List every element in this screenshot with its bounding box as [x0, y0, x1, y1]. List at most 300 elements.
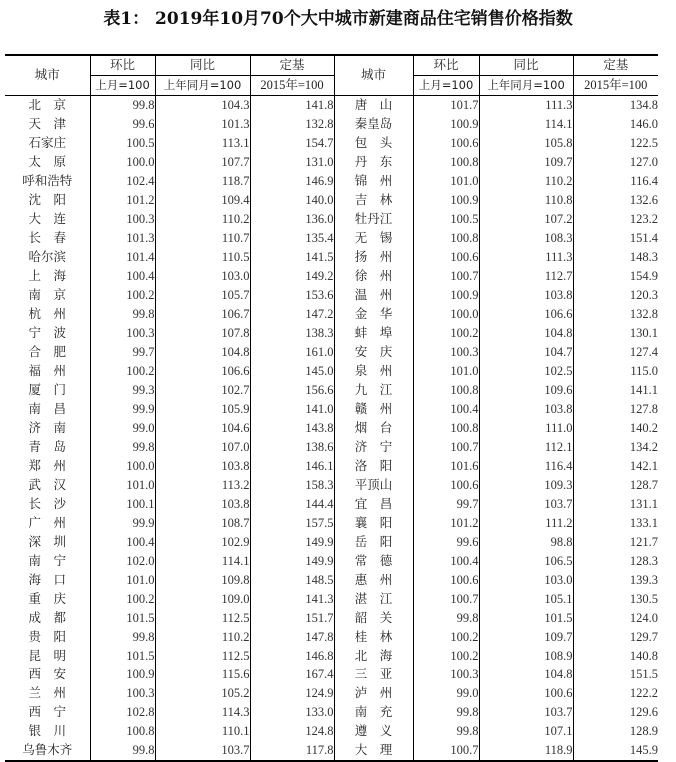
- mom-value-right: 99.0: [413, 684, 479, 703]
- fixed-value-right: 132.8: [573, 305, 658, 324]
- yoy-value-right: 110.8: [479, 191, 573, 210]
- fixed-value-right: 145.9: [573, 741, 658, 761]
- city-name-left: 南 宁: [28, 553, 66, 568]
- mom-value-left: 99.8: [90, 305, 155, 324]
- mom-value-right: 99.8: [413, 722, 479, 741]
- city-name-left: 杭 州: [28, 307, 66, 322]
- yoy-value-left: 113.1: [155, 134, 250, 153]
- yoy-value-right: 103.0: [479, 570, 573, 589]
- mom-value-left: 102.0: [90, 551, 155, 570]
- mom-value-left: 100.0: [90, 153, 155, 172]
- city-name-left: 厦 门: [28, 382, 66, 397]
- city-name-left: 昆 明: [28, 648, 66, 663]
- yoy-value-right: 109.6: [479, 380, 573, 399]
- mom-value-right: 101.0: [413, 362, 479, 381]
- fixed-value-right: 122.5: [573, 134, 658, 153]
- fixed-value-left: 146.9: [250, 172, 334, 191]
- mom-value-right: 100.4: [413, 399, 479, 418]
- table-row: [5, 380, 658, 399]
- mom-value-left: 99.0: [90, 418, 155, 437]
- fixed-value-right: 140.8: [573, 646, 658, 665]
- header-row-1: [5, 55, 658, 75]
- mom-value-left: 100.9: [90, 665, 155, 684]
- mom-value-right: 100.2: [413, 324, 479, 343]
- mom-value-left: 99.8: [90, 437, 155, 456]
- city-name-left: 南 昌: [28, 401, 66, 416]
- fixed-value-right: 132.6: [573, 191, 658, 210]
- city-name-left: 武 汉: [28, 477, 66, 492]
- yoy-value-left: 103.7: [155, 741, 250, 761]
- mom-value-left: 101.2: [90, 191, 155, 210]
- city-name-left: 合 肥: [28, 345, 66, 360]
- yoy-value-left: 114.1: [155, 551, 250, 570]
- mom-value-left: 100.5: [90, 134, 155, 153]
- table-row: [5, 286, 658, 305]
- city-name-left: 宁 波: [28, 326, 66, 341]
- yoy-value-right: 104.8: [479, 324, 573, 343]
- city-name-left: 上 海: [28, 269, 66, 284]
- yoy-value-right: 111.3: [479, 95, 573, 114]
- fixed-value-left: 158.3: [250, 475, 334, 494]
- table-row: [5, 646, 658, 665]
- fixed-value-right: 140.2: [573, 418, 658, 437]
- city-name-left: 乌鲁木齐: [22, 743, 73, 758]
- mom-value-right: 100.8: [413, 229, 479, 248]
- fixed-value-right: 122.2: [573, 684, 658, 703]
- fixed-value-right: 151.4: [573, 229, 658, 248]
- city-name-left: 济 南: [28, 420, 66, 435]
- fixed-value-left: 135.4: [250, 229, 334, 248]
- yoy-value-left: 110.5: [155, 248, 250, 267]
- yoy-value-left: 104.3: [155, 95, 250, 114]
- table-row: [5, 722, 658, 741]
- yoy-value-right: 103.8: [479, 399, 573, 418]
- yoy-value-left: 109.0: [155, 589, 250, 608]
- city-name-left: 广 州: [28, 515, 66, 530]
- yoy-value-right: 108.3: [479, 229, 573, 248]
- mom-value-right: 99.7: [413, 494, 479, 513]
- fixed-value-left: 154.7: [250, 134, 334, 153]
- yoy-value-left: 110.7: [155, 229, 250, 248]
- mom-value-left: 100.3: [90, 684, 155, 703]
- yoy-value-right: 105.8: [479, 134, 573, 153]
- mom-value-left: 100.1: [90, 494, 155, 513]
- fixed-value-left: 157.5: [250, 513, 334, 532]
- header-fixed-base-right: 2015年=100: [573, 75, 658, 95]
- fixed-value-left: 117.8: [250, 741, 334, 761]
- mom-value-left: 100.3: [90, 324, 155, 343]
- mom-value-left: 99.6: [90, 115, 155, 134]
- yoy-value-right: 107.2: [479, 210, 573, 229]
- fixed-value-left: 151.7: [250, 608, 334, 627]
- city-name-right: 襄 阳: [334, 513, 413, 532]
- city-name-right: 北 海: [334, 646, 413, 665]
- fixed-value-left: 146.8: [250, 646, 334, 665]
- city-name-right: 大 理: [334, 741, 413, 761]
- city-name-right: 金 华: [334, 305, 413, 324]
- table-row: [5, 305, 658, 324]
- mom-value-right: 100.0: [413, 305, 479, 324]
- fixed-value-right: 129.6: [573, 703, 658, 722]
- fixed-value-left: 149.2: [250, 267, 334, 286]
- yoy-value-right: 106.6: [479, 305, 573, 324]
- table-body: [5, 95, 658, 760]
- fixed-value-left: 144.4: [250, 494, 334, 513]
- mom-value-left: 100.3: [90, 210, 155, 229]
- mom-value-right: 100.8: [413, 418, 479, 437]
- mom-value-left: 101.5: [90, 608, 155, 627]
- yoy-value-right: 112.1: [479, 437, 573, 456]
- fixed-value-left: 136.0: [250, 210, 334, 229]
- mom-value-right: 100.6: [413, 475, 479, 494]
- yoy-value-left: 103.8: [155, 494, 250, 513]
- mom-value-left: 99.3: [90, 380, 155, 399]
- city-name-right: 无 锡: [334, 229, 413, 248]
- fixed-value-left: 147.2: [250, 305, 334, 324]
- table-row: [5, 362, 658, 381]
- yoy-value-right: 104.8: [479, 665, 573, 684]
- mom-value-left: 100.4: [90, 532, 155, 551]
- city-name-left: 哈尔滨: [28, 250, 66, 265]
- mom-value-right: 100.4: [413, 551, 479, 570]
- header-yoy-left: 同比: [155, 55, 250, 75]
- fixed-value-right: 139.3: [573, 570, 658, 589]
- fixed-value-left: 132.8: [250, 115, 334, 134]
- yoy-value-right: 103.7: [479, 703, 573, 722]
- fixed-value-right: 151.5: [573, 665, 658, 684]
- mom-value-right: 100.2: [413, 646, 479, 665]
- yoy-value-left: 110.1: [155, 722, 250, 741]
- table-row: [5, 494, 658, 513]
- table-row: [5, 456, 658, 475]
- mom-value-right: 100.6: [413, 570, 479, 589]
- city-name-right: 桂 林: [334, 627, 413, 646]
- city-name-right: 牡丹江: [334, 210, 413, 229]
- yoy-value-left: 113.2: [155, 475, 250, 494]
- mom-value-right: 101.6: [413, 456, 479, 475]
- mom-value-left: 100.2: [90, 589, 155, 608]
- fixed-value-right: 128.9: [573, 722, 658, 741]
- yoy-value-left: 104.8: [155, 343, 250, 362]
- yoy-value-left: 112.5: [155, 646, 250, 665]
- mom-value-right: 100.2: [413, 627, 479, 646]
- table-row: [5, 418, 658, 437]
- fixed-value-left: 146.1: [250, 456, 334, 475]
- fixed-value-right: 134.8: [573, 95, 658, 114]
- yoy-value-left: 106.6: [155, 362, 250, 381]
- fixed-value-left: 138.3: [250, 324, 334, 343]
- mom-value-right: 100.8: [413, 380, 479, 399]
- city-name-right: 三 亚: [334, 665, 413, 684]
- mom-value-left: 102.4: [90, 172, 155, 191]
- city-name-left: 长 春: [28, 231, 66, 246]
- table-row: [5, 248, 658, 267]
- fixed-value-left: 149.9: [250, 532, 334, 551]
- fixed-value-right: 141.1: [573, 380, 658, 399]
- fixed-value-right: 127.0: [573, 153, 658, 172]
- mom-value-right: 101.2: [413, 513, 479, 532]
- yoy-value-right: 111.3: [479, 248, 573, 267]
- yoy-value-right: 118.9: [479, 741, 573, 761]
- fixed-value-left: 148.5: [250, 570, 334, 589]
- mom-value-left: 99.8: [90, 95, 155, 114]
- yoy-value-right: 109.3: [479, 475, 573, 494]
- fixed-value-left: 149.9: [250, 551, 334, 570]
- mom-value-left: 99.8: [90, 627, 155, 646]
- mom-value-left: 99.8: [90, 741, 155, 761]
- yoy-value-right: 103.7: [479, 494, 573, 513]
- mom-value-right: 100.9: [413, 191, 479, 210]
- city-name-right: 赣 州: [334, 399, 413, 418]
- fixed-value-right: 116.4: [573, 172, 658, 191]
- city-name-left: 西 安: [28, 667, 66, 682]
- fixed-value-right: 128.3: [573, 551, 658, 570]
- header-fixed-base-left: 2015年=100: [250, 75, 334, 95]
- yoy-value-left: 105.2: [155, 684, 250, 703]
- city-name-right: 丹 东: [334, 153, 413, 172]
- city-name-left: 太 原: [28, 155, 66, 170]
- yoy-value-right: 98.8: [479, 532, 573, 551]
- table-row: [5, 210, 658, 229]
- fixed-value-right: 154.9: [573, 267, 658, 286]
- yoy-value-left: 115.6: [155, 665, 250, 684]
- yoy-value-left: 102.9: [155, 532, 250, 551]
- fixed-value-left: 161.0: [250, 343, 334, 362]
- city-name-right: 湛 江: [334, 589, 413, 608]
- city-name-right: 吉 林: [334, 191, 413, 210]
- yoy-value-left: 109.4: [155, 191, 250, 210]
- yoy-value-left: 110.2: [155, 210, 250, 229]
- fixed-value-right: 146.0: [573, 115, 658, 134]
- yoy-value-right: 105.1: [479, 589, 573, 608]
- table-row: [5, 399, 658, 418]
- price-index-table: [5, 54, 658, 762]
- yoy-value-right: 112.7: [479, 267, 573, 286]
- yoy-value-left: 102.7: [155, 380, 250, 399]
- city-name-left: 沈 阳: [28, 193, 66, 208]
- fixed-value-left: 131.0: [250, 153, 334, 172]
- fixed-value-left: 140.0: [250, 191, 334, 210]
- city-name-right: 秦皇岛: [334, 115, 413, 134]
- city-name-left: 长 沙: [28, 496, 66, 511]
- header-mom-left: 环比: [90, 55, 155, 75]
- table-row: [5, 343, 658, 362]
- table-row: [5, 703, 658, 722]
- fixed-value-left: 124.9: [250, 684, 334, 703]
- city-name-left: 贵 阳: [28, 629, 66, 644]
- city-name-right: 泉 州: [334, 362, 413, 381]
- fixed-value-right: 131.1: [573, 494, 658, 513]
- mom-value-right: 99.8: [413, 703, 479, 722]
- mom-value-right: 100.7: [413, 267, 479, 286]
- fixed-value-right: 134.2: [573, 437, 658, 456]
- city-name-right: 惠 州: [334, 570, 413, 589]
- fixed-value-right: 127.8: [573, 399, 658, 418]
- yoy-value-right: 100.6: [479, 684, 573, 703]
- fixed-value-left: 156.6: [250, 380, 334, 399]
- city-name-left: 呼和浩特: [22, 174, 73, 189]
- header-city-right: 城市: [334, 55, 413, 95]
- city-name-right: 韶 关: [334, 608, 413, 627]
- city-name-right: 平顶山: [334, 475, 413, 494]
- fixed-value-right: 129.7: [573, 627, 658, 646]
- fixed-value-left: 138.6: [250, 437, 334, 456]
- city-name-left: 大 连: [28, 212, 66, 227]
- mom-value-left: 100.2: [90, 362, 155, 381]
- yoy-value-right: 114.1: [479, 115, 573, 134]
- city-name-left: 福 州: [28, 363, 66, 378]
- city-name-left: 成 都: [28, 610, 66, 625]
- fixed-value-right: 130.1: [573, 324, 658, 343]
- fixed-value-right: 124.0: [573, 608, 658, 627]
- city-name-right: 烟 台: [334, 418, 413, 437]
- table-row: [5, 475, 658, 494]
- yoy-value-right: 111.0: [479, 418, 573, 437]
- yoy-value-right: 110.2: [479, 172, 573, 191]
- yoy-value-left: 112.5: [155, 608, 250, 627]
- mom-value-right: 100.7: [413, 589, 479, 608]
- yoy-value-right: 101.5: [479, 608, 573, 627]
- city-name-left: 兰 州: [28, 686, 66, 701]
- fixed-value-right: 148.3: [573, 248, 658, 267]
- mom-value-left: 100.2: [90, 286, 155, 305]
- mom-value-left: 101.3: [90, 229, 155, 248]
- fixed-value-left: 141.3: [250, 589, 334, 608]
- city-name-right: 包 头: [334, 134, 413, 153]
- fixed-value-left: 133.0: [250, 703, 334, 722]
- header-mom-base-left: 上月=100: [90, 75, 155, 95]
- fixed-value-right: 120.3: [573, 286, 658, 305]
- mom-value-left: 100.0: [90, 456, 155, 475]
- fixed-value-right: 127.4: [573, 343, 658, 362]
- yoy-value-left: 105.9: [155, 399, 250, 418]
- yoy-value-left: 103.8: [155, 456, 250, 475]
- yoy-value-left: 105.7: [155, 286, 250, 305]
- header-row-2: [5, 75, 658, 95]
- city-name-left: 海 口: [28, 572, 66, 587]
- city-name-right: 徐 州: [334, 267, 413, 286]
- fixed-value-left: 124.8: [250, 722, 334, 741]
- mom-value-right: 100.5: [413, 210, 479, 229]
- yoy-value-right: 109.7: [479, 153, 573, 172]
- city-name-left: 青 岛: [28, 439, 66, 454]
- table-row: [5, 551, 658, 570]
- fixed-value-left: 167.4: [250, 665, 334, 684]
- table-row: [5, 570, 658, 589]
- city-name-right: 锦 州: [334, 172, 413, 191]
- header-yoy-base-right: 上年同月=100: [479, 75, 573, 95]
- mom-value-right: 100.9: [413, 286, 479, 305]
- table-row: [5, 608, 658, 627]
- city-name-right: 南 充: [334, 703, 413, 722]
- city-name-right: 安 庆: [334, 343, 413, 362]
- mom-value-right: 100.7: [413, 741, 479, 761]
- yoy-value-right: 107.1: [479, 722, 573, 741]
- fixed-value-left: 153.6: [250, 286, 334, 305]
- table-row: [5, 589, 658, 608]
- mom-value-left: 102.8: [90, 703, 155, 722]
- yoy-value-left: 108.7: [155, 513, 250, 532]
- yoy-value-left: 104.6: [155, 418, 250, 437]
- fixed-value-left: 141.0: [250, 399, 334, 418]
- yoy-value-right: 108.9: [479, 646, 573, 665]
- yoy-value-right: 116.4: [479, 456, 573, 475]
- city-name-left: 南 京: [28, 288, 66, 303]
- yoy-value-left: 110.2: [155, 627, 250, 646]
- header-city-left: 城市: [5, 55, 90, 95]
- fixed-value-left: 147.8: [250, 627, 334, 646]
- city-name-right: 唐 山: [334, 95, 413, 114]
- yoy-value-left: 114.3: [155, 703, 250, 722]
- table-row: [5, 324, 658, 343]
- city-name-right: 九 江: [334, 380, 413, 399]
- header-fixed-left: 定基: [250, 55, 334, 75]
- table-row: [5, 134, 658, 153]
- fixed-value-right: 123.2: [573, 210, 658, 229]
- fixed-value-left: 141.8: [250, 95, 334, 114]
- mom-value-right: 100.9: [413, 115, 479, 134]
- fixed-value-right: 142.1: [573, 456, 658, 475]
- city-name-right: 济 宁: [334, 437, 413, 456]
- table-row: [5, 95, 658, 114]
- yoy-value-left: 107.8: [155, 324, 250, 343]
- yoy-value-right: 109.7: [479, 627, 573, 646]
- yoy-value-right: 103.8: [479, 286, 573, 305]
- yoy-value-left: 118.7: [155, 172, 250, 191]
- fixed-value-right: 133.1: [573, 513, 658, 532]
- city-name-left: 银 川: [28, 724, 66, 739]
- table-row: [5, 229, 658, 248]
- mom-value-left: 100.8: [90, 722, 155, 741]
- yoy-value-right: 102.5: [479, 362, 573, 381]
- fixed-value-right: 121.7: [573, 532, 658, 551]
- table-row: [5, 267, 658, 286]
- city-name-right: 宜 昌: [334, 494, 413, 513]
- fixed-value-right: 130.5: [573, 589, 658, 608]
- mom-value-right: 100.3: [413, 343, 479, 362]
- table-row: [5, 172, 658, 191]
- yoy-value-left: 107.7: [155, 153, 250, 172]
- mom-value-right: 100.6: [413, 134, 479, 153]
- city-name-right: 蚌 埠: [334, 324, 413, 343]
- mom-value-right: 100.8: [413, 153, 479, 172]
- header-yoy-right: 同比: [479, 55, 573, 75]
- yoy-value-left: 106.7: [155, 305, 250, 324]
- yoy-value-right: 111.2: [479, 513, 573, 532]
- mom-value-right: 100.7: [413, 437, 479, 456]
- header-yoy-base-left: 上年同月=100: [155, 75, 250, 95]
- city-name-left: 郑 州: [28, 458, 66, 473]
- city-name-left: 北 京: [28, 98, 66, 113]
- city-name-right: 泸 州: [334, 684, 413, 703]
- city-name-right: 岳 阳: [334, 532, 413, 551]
- mom-value-left: 101.5: [90, 646, 155, 665]
- header-fixed-right: 定基: [573, 55, 658, 75]
- table-row: [5, 627, 658, 646]
- fixed-value-left: 141.5: [250, 248, 334, 267]
- mom-value-right: 99.6: [413, 532, 479, 551]
- city-name-left: 西 宁: [28, 705, 66, 720]
- city-name-right: 洛 阳: [334, 456, 413, 475]
- city-name-right: 遵 义: [334, 722, 413, 741]
- mom-value-right: 101.7: [413, 95, 479, 114]
- table-row: [5, 115, 658, 134]
- fixed-value-right: 115.0: [573, 362, 658, 381]
- city-name-right: 温 州: [334, 286, 413, 305]
- yoy-value-left: 101.3: [155, 115, 250, 134]
- mom-value-left: 101.0: [90, 475, 155, 494]
- mom-value-right: 100.3: [413, 665, 479, 684]
